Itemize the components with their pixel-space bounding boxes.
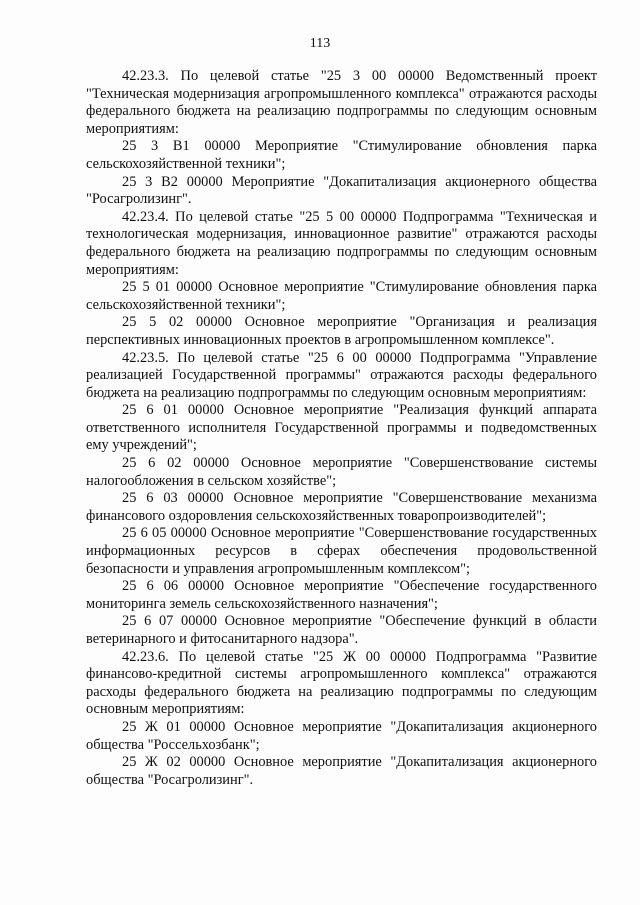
paragraph-25-5-02: 25 5 02 00000 Основное мероприятие "Организация и реализация перспективных инновационных проектов в агропромышленном комплексе". — [86, 314, 597, 348]
paragraph-42-23-6: 42.23.6. По целевой статье "25 Ж 00 00000 Подпрограмма "Развитие финансово-кредитной системы агропромышленного комплекса" отражаются расходы федерального бюджета на реализацию подпрограммы по следующим основным мероприятиям: — [86, 648, 597, 718]
paragraph-25-6-01: 25 6 01 00000 Основное мероприятие "Реализация функций аппарата ответственного исполнителя Государственной программы и подведомственных ему учреждений"; — [86, 402, 597, 454]
paragraph-42-23-3: 42.23.3. По целевой статье "25 3 00 00000 Ведомственный проект "Техническая модернизация агропромышленного комплекса" отражаются расходы федерального бюджета на реализацию подпрограммы по следующим основным мероприятиям: — [86, 68, 597, 137]
paragraph-25-6-06: 25 6 06 00000 Основное мероприятие "Обеспечение государственного мониторинга земель сельскохозяйственного назначения"; — [86, 578, 597, 612]
paragraph-25-3-b1: 25 3 В1 00000 Мероприятие "Стимулирование обновления парка сельскохозяйственной техники"; — [86, 138, 597, 172]
paragraph-42-23-5: 42.23.5. По целевой статье "25 6 00 00000 Подпрограмма "Управление реализацией Государственной программы" отражаются расходы федерального бюджета на реализацию подпрограммы по следующим основным мероприятиям: — [86, 349, 597, 401]
paragraph-25-5-01: 25 5 01 00000 Основное мероприятие "Стимулирование обновления парка сельскохозяйственной техники"; — [86, 279, 597, 313]
paragraph-25-zh-02: 25 Ж 02 00000 Основное мероприятие "Докапитализация акционерного общества "Росагролизинг". — [86, 754, 597, 788]
paragraph-42-23-4: 42.23.4. По целевой статье "25 5 00 00000 Подпрограмма "Техническая и технологическая модернизация, инновационное развитие" отражаются расходы федерального бюджета на реализацию подпрограммы по следующим основным мероприятиям: — [86, 208, 597, 278]
paragraph-25-6-03: 25 6 03 00000 Основное мероприятие "Совершенствование механизма финансового оздоровления сельскохозяйственных товаропроизводителей"; — [86, 490, 597, 524]
document-body — [86, 68, 597, 789]
paragraph-25-6-07: 25 6 07 00000 Основное мероприятие "Обеспечение функций в области ветеринарного и фитосанитарного надзора". — [86, 613, 597, 647]
paragraph-25-3-b2: 25 3 В2 00000 Мероприятие "Докапитализация акционерного общества "Росагролизинг". — [86, 173, 597, 208]
paragraph-25-6-05: 25 6 05 00000 Основное мероприятие "Совершенствование государственных информационных ресурсов в сферах обеспечения продовольственной безопасности и управления агропромышленным комплексом"; — [86, 525, 597, 577]
page-number: 113 — [309, 36, 331, 51]
paragraph-25-zh-01: 25 Ж 01 00000 Основное мероприятие "Докапитализация акционерного общества "Россельхозбанк"; — [86, 718, 597, 753]
paragraph-25-6-02: 25 6 02 00000 Основное мероприятие "Совершенствование системы налогообложения в сельском хозяйстве"; — [86, 455, 597, 489]
